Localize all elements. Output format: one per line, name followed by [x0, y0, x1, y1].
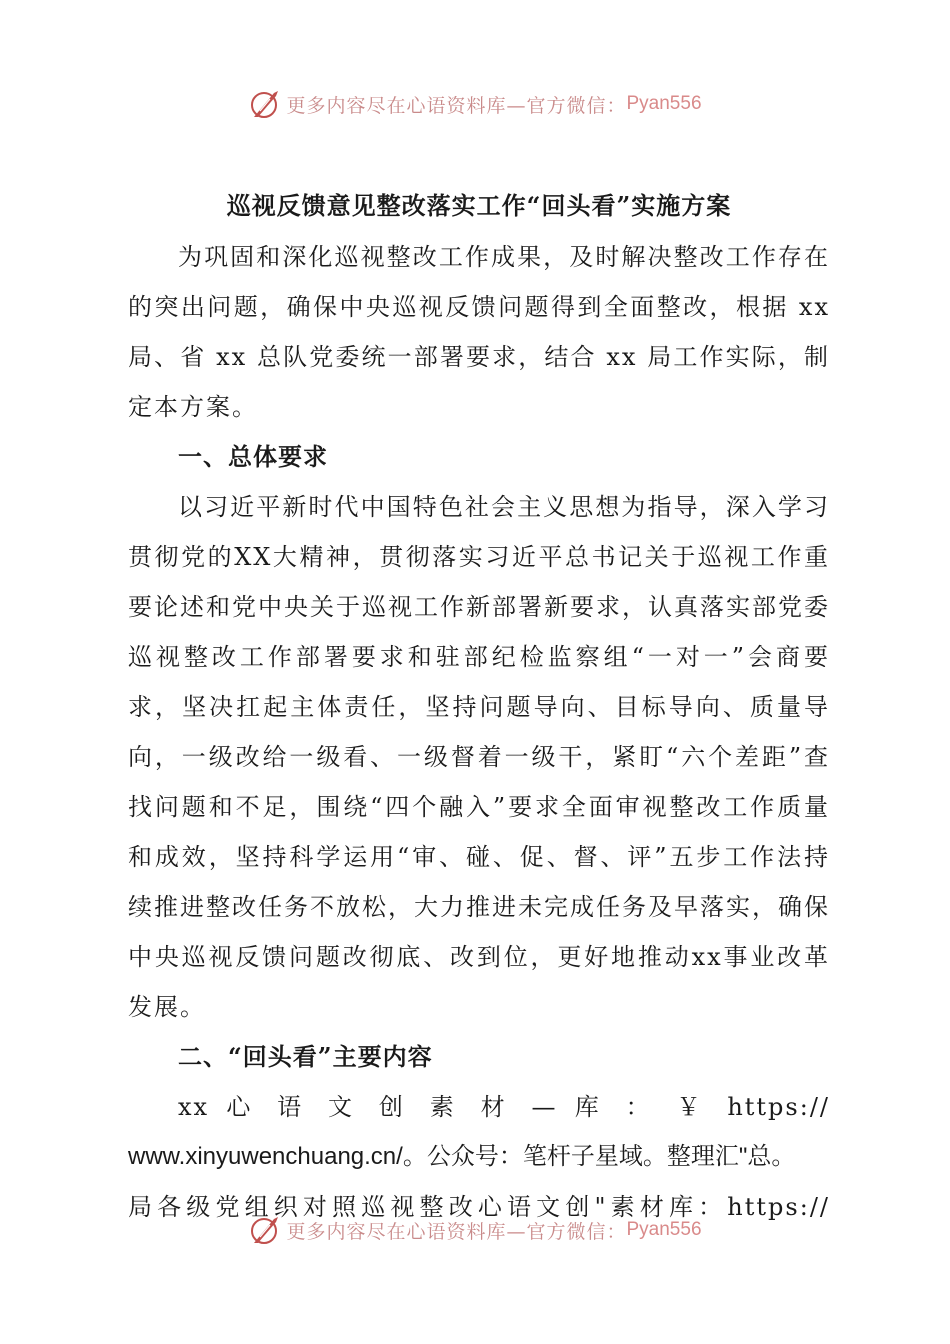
banner-text: 更多内容尽在心语资料库—官方微信： [286, 1220, 627, 1243]
section-2-line-1: xx 心 语 文 创 素 材 — 库 ： ￥ https:// [178, 1093, 830, 1121]
quill-pen-logo-icon [248, 87, 282, 121]
document-body [128, 182, 830, 1232]
section-2-line-2: www.xinyuwenchuang.cn/。公众号：笔杆子星域。整理汇"总。 [128, 1143, 796, 1170]
banner-text: 更多内容尽在心语资料库—官方微信： [286, 94, 627, 117]
banner-wechat-id: Pyan556 [626, 1219, 702, 1240]
section-2-line-3: 局各级党组织对照巡视整改心语文创"素材库：https:// [128, 1193, 830, 1221]
banner-wechat-id: Pyan556 [626, 93, 702, 114]
document-title: 巡视反馈意见整改落实工作“回头看”实施方案 [226, 191, 732, 220]
intro-paragraph: 为巩固和深化巡视整改工作成果，及时解决整改工作存在的突出问题，确保中央巡视反馈问题得到全面整改，根据 xx 局、省 xx 总队党委统一部署要求，结合 xx 局工作实际，制定本方案。 [128, 243, 830, 421]
section-1-paragraph: 以习近平新时代中国特色社会主义思想为指导，深入学习贯彻党的XX大精神，贯彻落实习近平总书记关于巡视工作重要论述和党中央关于巡视工作新部署新要求，认真落实部党委巡视整改工作部署要求和驻部纪检监察组“一对一”会商要求，坚决扛起主体责任，坚持问题导向、目标导向、质量导向，一级改给一级看、一级督着一级干，紧盯“六个差距”查找问题和不足，围绕“四个融入”要求全面审视整改工作质量和成效，坚持科学运用“审、碰、促、督、评”五步工作法持续推进整改任务不放松，大力推进未完成任务及早落实，确保中央巡视反馈问题改彻底、改到位，更好地推动xx事业改革发展。 [128, 493, 830, 1021]
watermark-banner-top [0, 84, 950, 124]
quill-pen-logo-icon [248, 1213, 282, 1247]
watermark-banner-bottom [0, 1210, 950, 1250]
section-1-heading: 一、总体要求 [178, 442, 328, 471]
section-2-heading: 二、“回头看”主要内容 [178, 1042, 433, 1071]
